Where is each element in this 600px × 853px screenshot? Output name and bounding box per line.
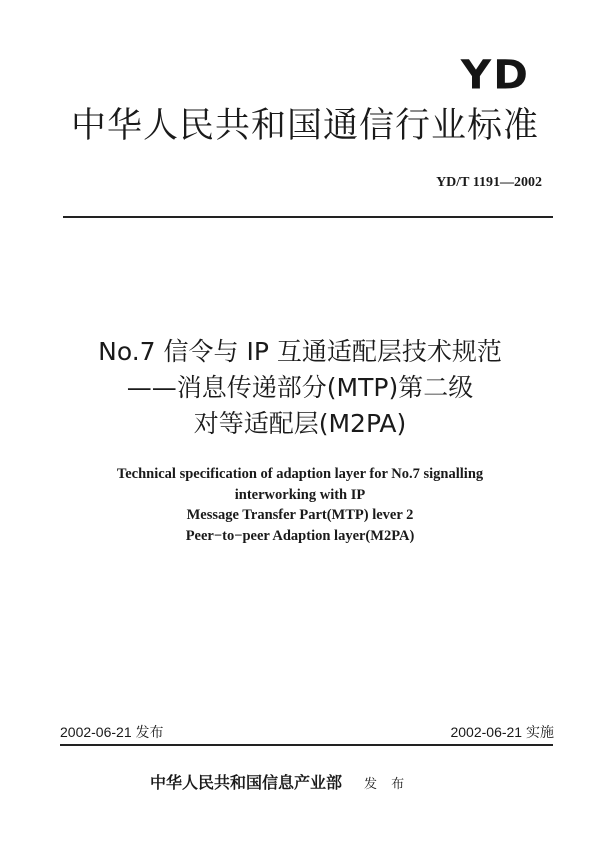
effective-date: 2002-06-21 实施 xyxy=(450,724,554,740)
standard-number: YD/T 1191—2002 xyxy=(436,175,542,190)
bottom-divider xyxy=(60,744,553,746)
chinese-title xyxy=(40,334,560,442)
english-title-line-1: Technical specification of adaption layer for No.7 signalling xyxy=(116,466,484,482)
english-title xyxy=(60,464,540,546)
standard-category-title: 中华人民共和国通信行业标准 xyxy=(70,106,539,146)
yd-logo: YD xyxy=(460,51,530,98)
chinese-title-line-2: ——消息传递部分(MTP)第二级 xyxy=(126,373,474,402)
english-title-line-4: Peer−to−peer Adaption layer(M2PA) xyxy=(185,527,415,544)
chinese-title-line-1: No.7 信令与 IP 互通适配层技术规范 xyxy=(98,337,502,366)
issuer-action: 发 布 xyxy=(364,777,410,792)
top-divider xyxy=(63,216,553,218)
issuer xyxy=(150,770,470,793)
english-title-line-2: interworking with IP xyxy=(234,486,366,503)
english-title-line-3: Message Transfer Part(MTP) lever 2 xyxy=(186,507,414,523)
issuer-organization: 中华人民共和国信息产业部 xyxy=(150,773,343,792)
chinese-title-line-3: 对等适配层(M2PA) xyxy=(193,409,407,438)
issue-date: 2002-06-21 发布 xyxy=(60,724,164,740)
